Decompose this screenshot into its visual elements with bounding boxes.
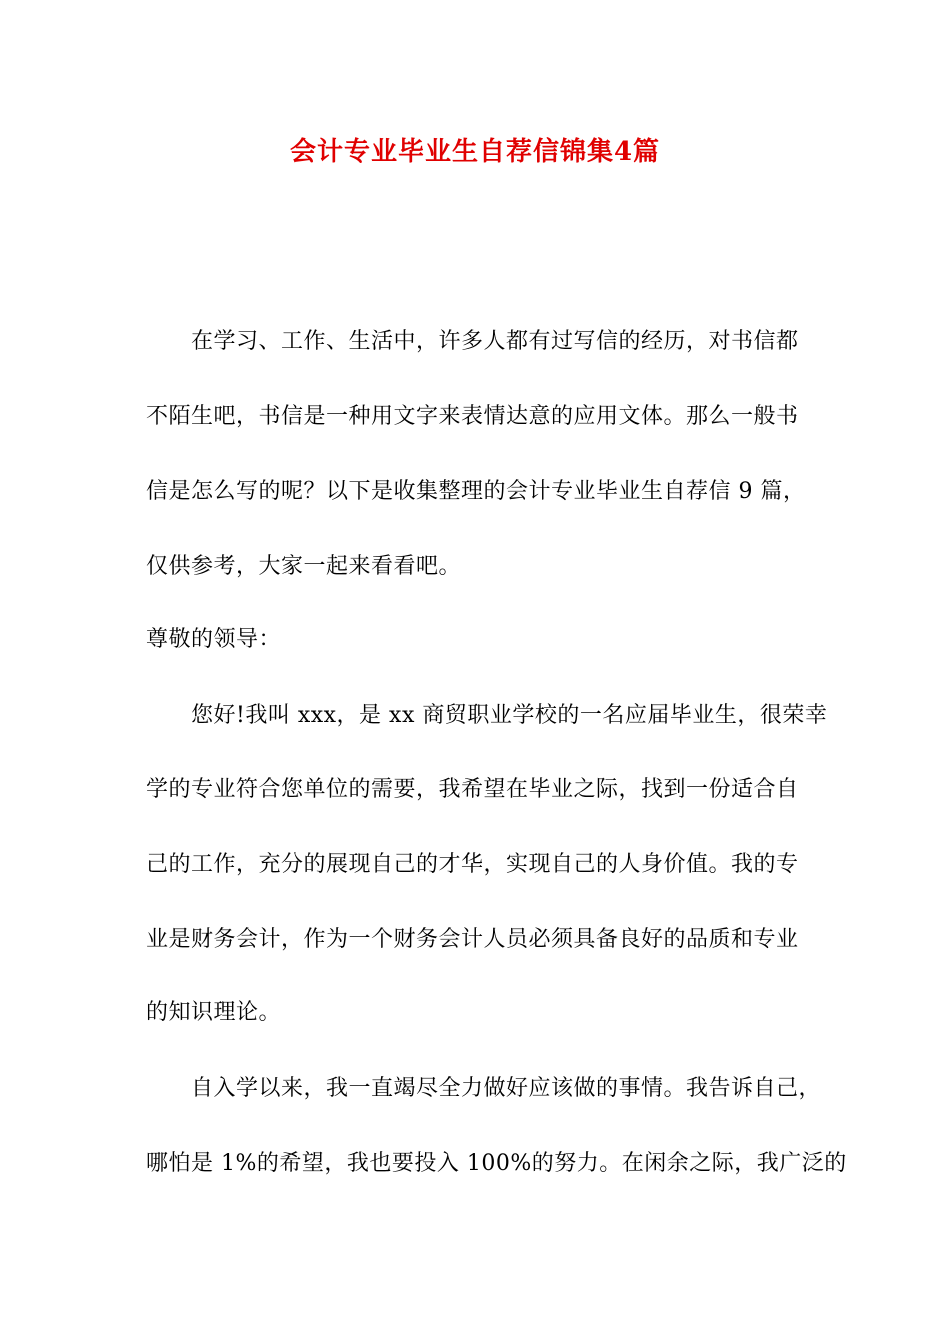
salutation-line: 尊敬的领导： <box>146 627 282 652</box>
paragraph-line: 您好!我叫 xxx，是 xx 商贸职业学校的一名应届毕业生，很荣幸 <box>191 703 828 728</box>
paragraph-line: 己的工作，充分的展现自己的才华，实现自己的人身价值。我的专 <box>146 852 799 877</box>
paragraph-line: 哪怕是 1%的希望，我也要投入 100%的努力。在闲余之际，我广泛的 <box>146 1151 847 1176</box>
paragraph-line: 在学习、工作、生活中，许多人都有过写信的经历，对书信都 <box>191 329 799 354</box>
paragraph-line: 信是怎么写的呢？以下是收集整理的会计专业毕业生自荐信 9 篇， <box>146 479 806 504</box>
paragraph-line: 的知识理论。 <box>146 1000 282 1025</box>
paragraph-line: 学的专业符合您单位的需要，我希望在毕业之际，找到一份适合自 <box>146 777 799 802</box>
paragraph-line: 仅供参考，大家一起来看看吧。 <box>146 554 462 579</box>
paragraph-line: 业是财务会计，作为一个财务会计人员必须具备良好的品质和专业 <box>146 927 799 952</box>
document-title: 会计专业毕业生自荐信锦集4篇 <box>289 137 661 167</box>
paragraph-line: 不陌生吧，书信是一种用文字来表情达意的应用文体。那么一般书 <box>146 404 799 429</box>
paragraph-line: 自入学以来，我一直竭尽全力做好应该做的事情。我告诉自己， <box>191 1076 822 1101</box>
